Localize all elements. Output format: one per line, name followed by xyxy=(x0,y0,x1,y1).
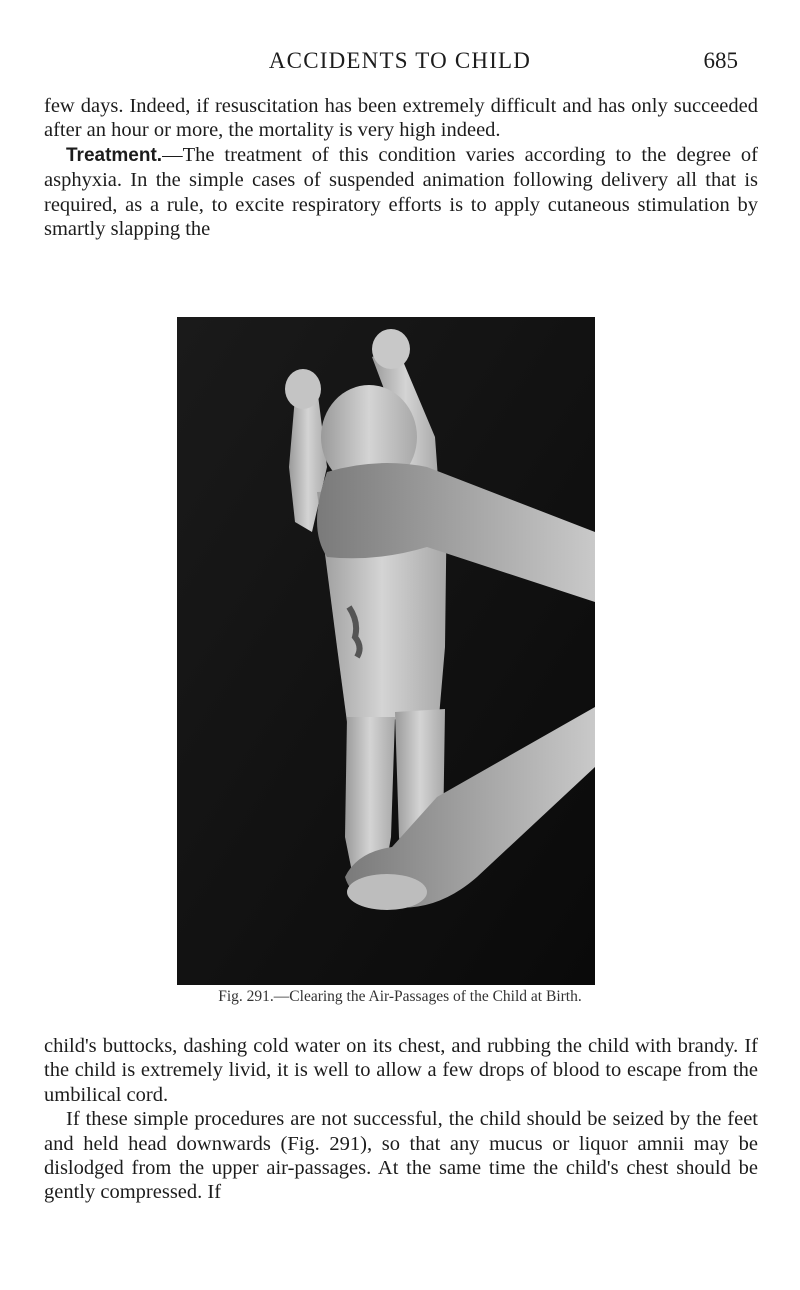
paragraph-procedures: If these simple procedures are not successful, the child should be seized by the feet and held head downwards (Fig. 291), so that any mucus or liquor amnii may be dislodged from the upper air-passages. At the same time the child's chest should be gently compressed. If xyxy=(44,1108,758,1204)
figure-caption: Fig. 291.—Clearing the Air-Passages of the Child at Birth. xyxy=(218,988,582,1005)
paragraph-continuation: few days. Indeed, if resuscitation has been extremely difficult and has only succeeded after an hour or more, the mortality is very high indeed. xyxy=(44,95,758,142)
infant-held-by-feet-illustration xyxy=(177,317,595,985)
paragraph-continuation-after-figure: child's buttocks, dashing cold water on its chest, and rubbing the child with brandy. If the child is extremely livid, it is well to allow a few drops of blood to escape from the umbilical cord. xyxy=(44,1035,758,1106)
running-head xyxy=(0,44,800,84)
figure-photograph xyxy=(177,317,595,985)
page-number: 685 xyxy=(703,48,738,73)
run-in-heading: Treatment. xyxy=(66,144,163,166)
paragraph-treatment-text: —The treatment of this condition varies according to the degree of asphyxia. In the simple cases of suspended animation following delivery all that is required, as a rule, to excite respiratory efforts is to apply cutaneous stimulation by smartly slapping the xyxy=(44,143,758,241)
body-text-bottom xyxy=(44,1034,758,1205)
body-text-top xyxy=(44,94,758,241)
running-title: ACCIDENTS TO CHILD xyxy=(268,48,532,73)
paragraph-treatment xyxy=(44,143,758,242)
